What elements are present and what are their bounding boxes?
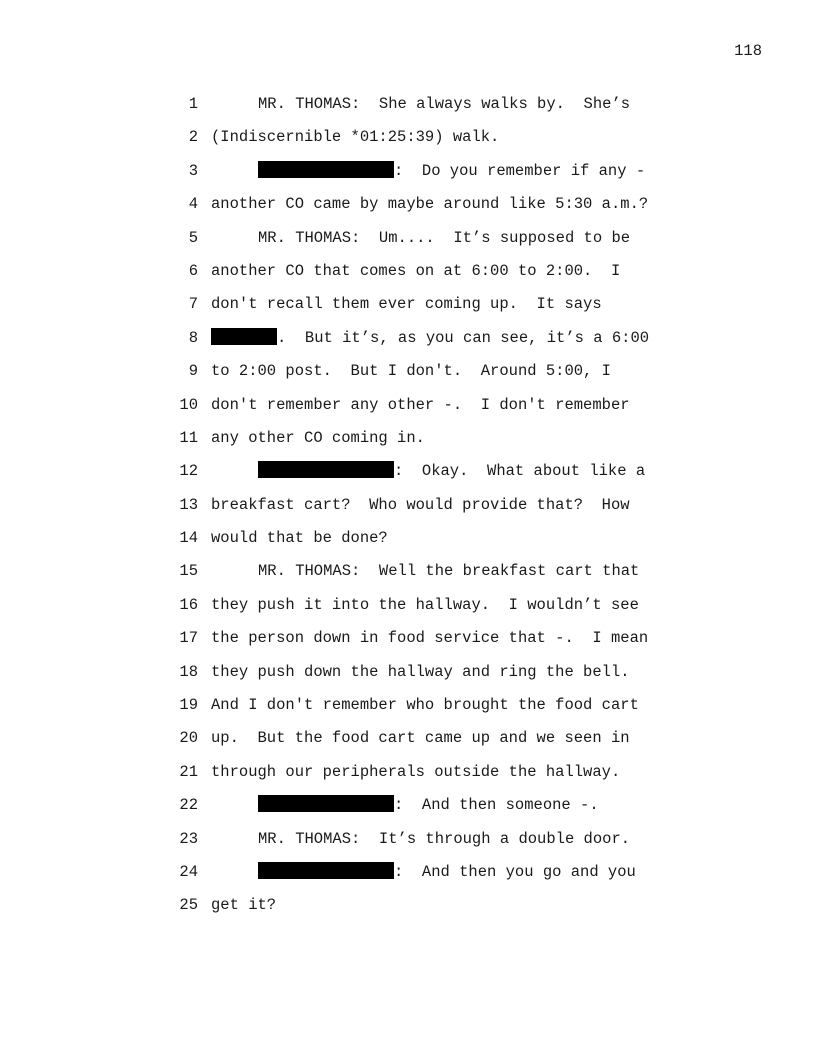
line-number: 13 (179, 495, 198, 514)
transcript-line (176, 760, 676, 793)
line-text (211, 326, 649, 350)
transcript-line (176, 493, 676, 526)
line-content: they push it into the hallway. I wouldn’t see (211, 595, 639, 614)
line-number: 10 (179, 395, 198, 414)
line-content: the person down in food service that -. I mean (211, 629, 649, 648)
transcript-line (176, 159, 676, 192)
line-number: 14 (179, 529, 198, 548)
transcript-line (176, 292, 676, 325)
transcript-line (176, 726, 676, 759)
line-content: don't remember any other -. I don't remember (211, 395, 630, 414)
line-number: 23 (179, 829, 198, 848)
line-number: 16 (179, 595, 198, 614)
line-number: 3 (188, 161, 198, 180)
transcript-line (176, 192, 676, 225)
line-number: 5 (188, 228, 198, 247)
line-content: : And then someone -. (394, 796, 599, 815)
transcript-line (176, 259, 676, 292)
transcript-line (176, 459, 676, 492)
line-number: 24 (179, 862, 198, 881)
transcript-line (176, 393, 676, 426)
line-text (211, 92, 630, 116)
transcript-line (176, 660, 676, 693)
line-text (211, 493, 630, 517)
line-text (211, 426, 425, 450)
line-number: 6 (188, 261, 198, 280)
page-number: 118 (734, 42, 762, 60)
line-number: 19 (179, 696, 198, 715)
line-content: MR. THOMAS: She always walks by. She’s (258, 95, 631, 113)
transcript-line (176, 226, 676, 259)
line-text (211, 125, 499, 149)
line-text (211, 459, 645, 483)
transcript-line (176, 526, 676, 559)
transcript-line (176, 626, 676, 659)
line-text (211, 693, 639, 717)
transcript-line (176, 893, 676, 926)
line-number: 9 (188, 362, 198, 381)
line-text (211, 359, 611, 383)
line-content: MR. THOMAS: It’s through a double door. (258, 829, 631, 848)
line-content: they push down the hallway and ring the bell. (211, 662, 630, 681)
line-text (211, 559, 639, 583)
line-content: (Indiscernible *01:25:39) walk. (211, 128, 500, 147)
line-text (211, 593, 639, 617)
line-number: 20 (179, 729, 198, 748)
transcript-line (176, 827, 676, 860)
line-text (211, 159, 645, 183)
line-text (211, 259, 620, 283)
line-number: 11 (179, 428, 198, 447)
line-text (211, 660, 630, 684)
transcript-line (176, 92, 676, 125)
line-content: breakfast cart? Who would provide that? How (211, 495, 630, 514)
line-number: 4 (188, 195, 198, 214)
line-content: don't recall them ever coming up. It says (211, 295, 602, 314)
line-content: another CO that comes on at 6:00 to 2:00. I (211, 261, 621, 280)
line-content: : And then you go and you (394, 862, 636, 881)
line-number: 25 (179, 896, 198, 915)
line-content: And I don't remember who brought the food cart (211, 696, 639, 715)
transcript-line (176, 359, 676, 392)
line-content: up. But the food cart came up and we seen in (211, 729, 630, 748)
transcript-lines (176, 92, 676, 927)
line-content: any other CO coming in. (211, 428, 425, 447)
line-text (211, 827, 630, 851)
transcript-line (176, 793, 676, 826)
line-number: 1 (188, 95, 198, 113)
transcript-line (176, 326, 676, 359)
transcript-line (176, 426, 676, 459)
line-text (211, 626, 648, 650)
line-number: 2 (188, 128, 198, 147)
line-number: 21 (179, 762, 198, 781)
transcript-line (176, 860, 676, 893)
line-content: through our peripherals outside the hallway. (211, 762, 621, 781)
line-text (211, 226, 630, 250)
line-number: 22 (179, 796, 198, 815)
redaction-block (211, 328, 277, 345)
line-text (211, 793, 599, 817)
line-text (211, 726, 630, 750)
redaction-block (258, 161, 394, 178)
line-text (211, 192, 648, 216)
transcript-line (176, 693, 676, 726)
line-content: MR. THOMAS: Well the breakfast cart that (258, 562, 640, 581)
line-content: would that be done? (211, 529, 388, 548)
line-content: to 2:00 post. But I don't. Around 5:00, I (211, 362, 611, 381)
transcript-line (176, 125, 676, 158)
line-text (211, 526, 388, 550)
line-number: 8 (188, 328, 198, 347)
line-content: MR. THOMAS: Um.... It’s supposed to be (258, 228, 631, 247)
line-number: 15 (179, 562, 198, 581)
line-text (211, 292, 602, 316)
redaction-block (258, 795, 394, 812)
line-number: 12 (179, 462, 198, 481)
transcript-line (176, 593, 676, 626)
line-content: another CO came by maybe around like 5:30 a.m.? (211, 195, 649, 214)
line-number: 18 (179, 662, 198, 681)
line-content: : Do you remember if any - (394, 161, 646, 180)
redaction-block (258, 461, 394, 478)
line-content: : Okay. What about like a (394, 462, 646, 481)
line-text (211, 893, 276, 917)
line-content: get it? (211, 896, 277, 915)
line-text (211, 393, 630, 417)
redaction-block (258, 862, 394, 879)
line-text (211, 760, 620, 784)
line-number: 17 (179, 629, 198, 648)
line-content: . But it’s, as you can see, it’s a 6:00 (277, 328, 650, 347)
transcript-line (176, 559, 676, 592)
line-number: 7 (188, 295, 198, 314)
line-text (211, 860, 636, 884)
